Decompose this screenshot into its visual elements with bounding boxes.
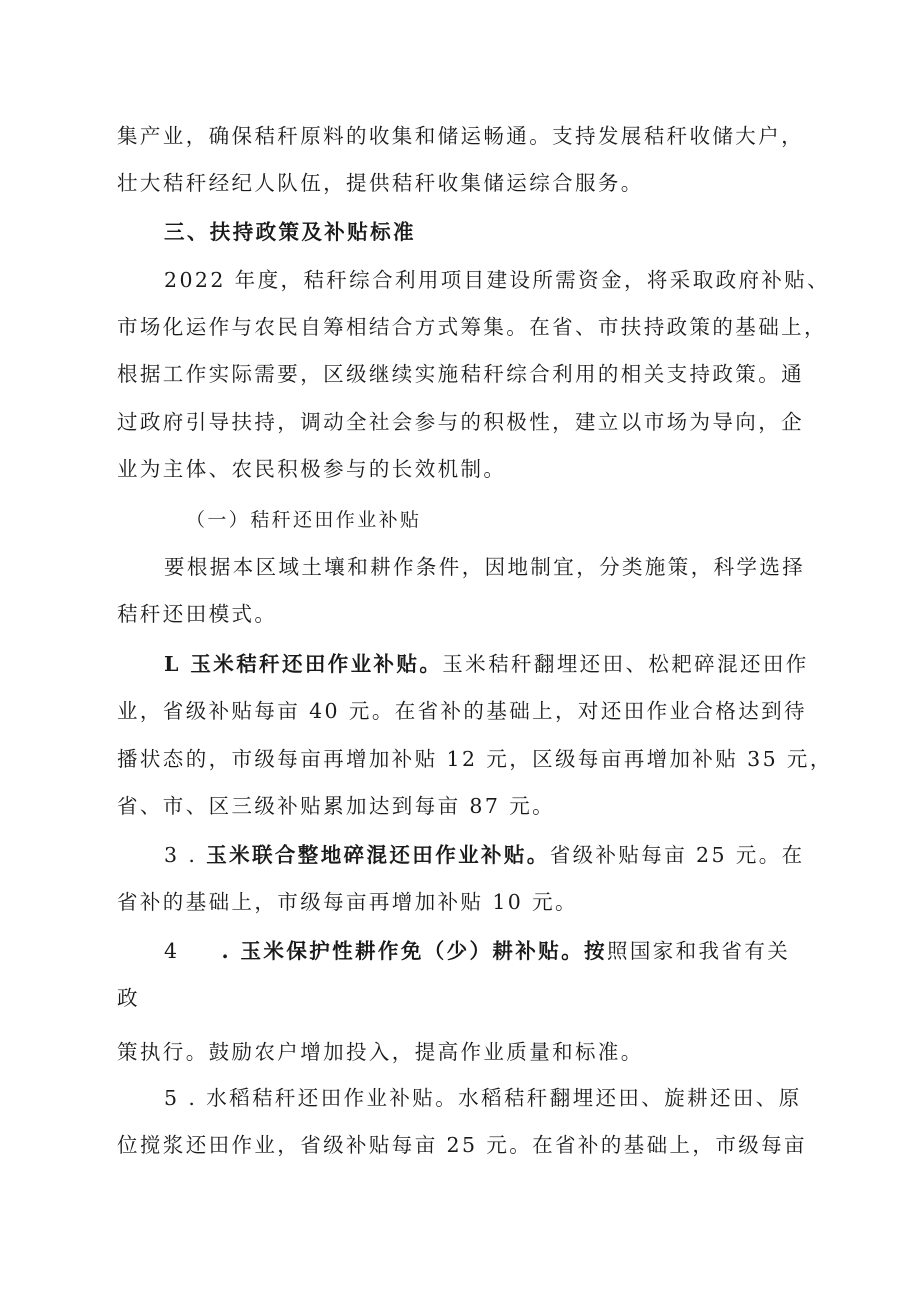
paragraph-line: 播状态的，市级每亩再增加补贴 12 元，区级每亩再增加补贴 35 元， <box>117 747 833 771</box>
paragraph-line: 政 <box>117 986 140 1010</box>
paragraph-line: 秸秆还田模式。 <box>117 602 278 626</box>
section-heading: 三、扶持政策及补贴标准 <box>164 220 416 244</box>
paragraph-line: 策执行。鼓励农户增加投入，提高作业质量和标准。 <box>117 1040 644 1064</box>
list-item-bold-lead: L 玉米秸秆还田作业补贴。 <box>164 652 443 676</box>
paragraph-line: 位搅浆还田作业，省级补贴每亩 25 元。在省补的基础上，市级每亩 <box>117 1133 807 1157</box>
paragraph-line: 过政府引导扶持，调动全社会参与的积极性，建立以市场为导向，企 <box>117 410 804 434</box>
paragraph-line: 业为主体、农民积极参与的长效机制。 <box>117 457 507 481</box>
paragraph-line: 市场化运作与农民自筹相结合方式筹集。在省、市扶持政策的基础上， <box>117 315 827 339</box>
paragraph-line: 壮大秸秆经纪人队伍，提供秸秆收集储运综合服务。 <box>117 171 644 195</box>
paragraph-line: 省补的基础上，市级每亩再增加补贴 10 元。 <box>117 890 578 914</box>
list-item-line: 4 . 玉米保护性耕作免（少）耕补贴。按照国家和我省有关 <box>164 939 791 963</box>
list-item-line: L 玉米秸秆还田作业补贴。玉米秸秆翻埋还田、松耙碎混还田作 <box>164 652 809 676</box>
paragraph-line: 业，省级补贴每亩 40 元。在省补的基础上，对还田作业合格达到待 <box>117 699 807 723</box>
list-item-bold-lead: 玉米联合整地碎混还田作业补贴。 <box>206 843 550 867</box>
list-item-bold-lead: . 玉米保护性耕作免（少）耕补贴。按 <box>221 939 607 963</box>
list-item-line: 3 . 玉米联合整地碎混还田作业补贴。省级补贴每亩 25 元。在 <box>164 843 805 867</box>
paragraph-line: 2022 年度，秸秆综合利用项目建设所需资金，将采取政府补贴、 <box>164 268 831 292</box>
paragraph-line: 集产业，确保秸秆原料的收集和储运畅通。支持发展秸秆收储大户， <box>117 124 804 148</box>
paragraph-line: 根据工作实际需要，区级继续实施秸秆综合利用的相关支持政策。通 <box>117 362 804 386</box>
list-item-line: 5 . 水稻秸秆还田作业补贴。水稻秸秆翻埋还田、旋耕还田、原 <box>164 1086 802 1110</box>
paragraph-line: 省、市、区三级补贴累加达到每亩 87 元。 <box>117 794 556 818</box>
subsection-heading: （一）秸秆还田作业补贴 <box>186 509 422 531</box>
paragraph-line: 要根据本区域土壤和耕作条件，因地制宜，分类施策，科学选择 <box>164 555 806 579</box>
